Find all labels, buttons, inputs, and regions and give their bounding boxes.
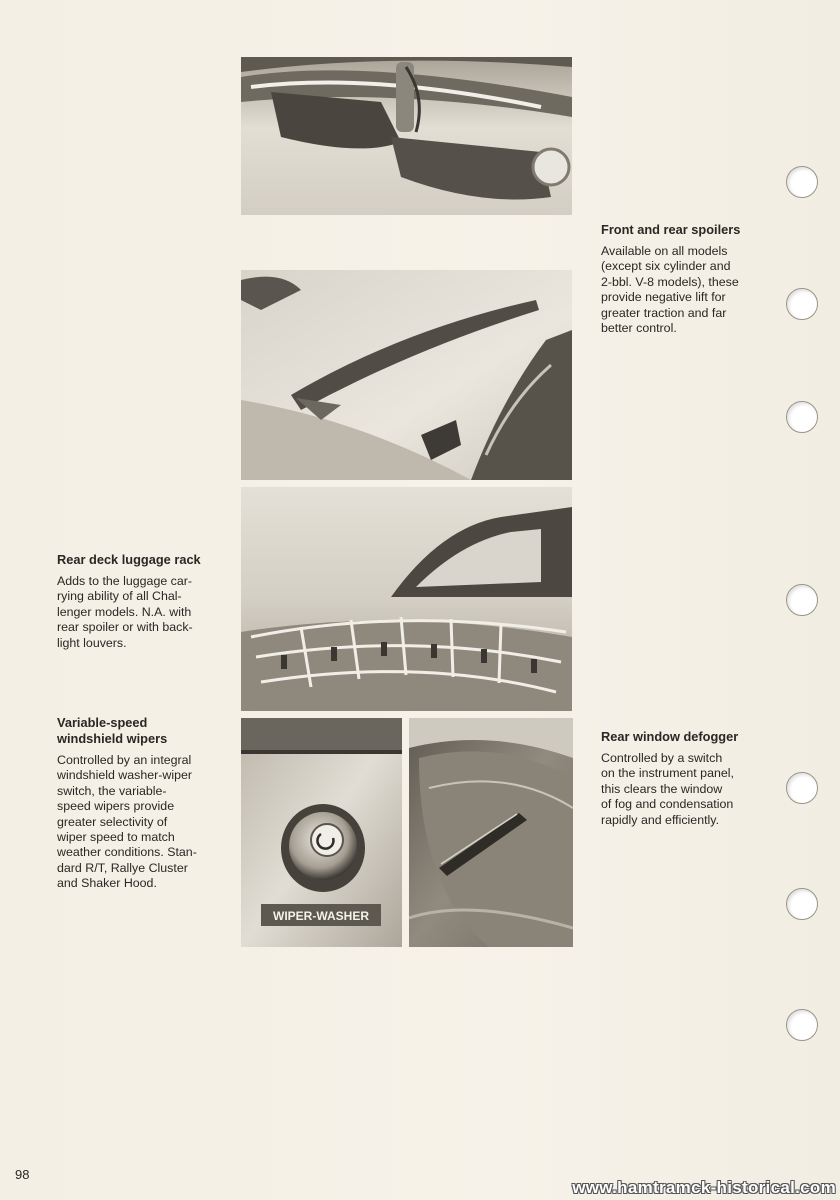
caption-line: weather conditions. Stan-	[57, 845, 197, 860]
caption-line: switch, the variable-	[57, 783, 167, 798]
caption-line: Available on all models	[601, 244, 728, 258]
luggage-rack-heading: Rear deck luggage rack	[57, 552, 201, 567]
luggage-rack-caption	[57, 552, 227, 651]
page-number: 98	[15, 1167, 30, 1182]
binder-hole	[786, 166, 818, 198]
caption-line: speed wipers provide	[57, 799, 175, 814]
binder-hole	[786, 772, 818, 804]
caption-line: greater traction and far	[601, 305, 727, 320]
caption-line: 2-bbl. V-8 models), these	[601, 274, 739, 289]
luggage-rack-photo	[241, 487, 572, 711]
binder-hole	[786, 288, 818, 320]
defogger-photo	[409, 718, 573, 947]
caption-line: rapidly and efficiently.	[601, 812, 720, 827]
heading-line: windshield wipers	[57, 731, 168, 746]
caption-line: provide negative lift for	[601, 290, 726, 305]
spoilers-caption	[601, 222, 771, 336]
caption-line: Adds to the luggage car-	[57, 574, 193, 588]
caption-line: dard R/T, Rallye Cluster	[57, 860, 188, 875]
wiper-switch-photo	[241, 718, 402, 947]
caption-line: light louvers.	[57, 635, 127, 650]
caption-line: Controlled by an integral	[57, 753, 192, 767]
binder-hole	[786, 1009, 818, 1041]
caption-line: this clears the window	[601, 781, 723, 796]
wipers-heading	[57, 715, 227, 747]
defogger-caption	[601, 729, 771, 828]
binder-hole	[786, 584, 818, 616]
binder-hole	[786, 888, 818, 920]
caption-line: windshield washer-wiper	[57, 768, 192, 783]
caption-line: lenger models. N.A. with	[57, 604, 192, 619]
caption-line: rying ability of all Chal-	[57, 589, 182, 604]
binder-hole	[786, 401, 818, 433]
wipers-caption	[57, 715, 227, 892]
watermark-url: www.hamtramck-historical.com	[572, 1178, 836, 1197]
caption-line: on the instrument panel,	[601, 766, 734, 781]
caption-line: wiper speed to match	[57, 830, 175, 845]
defogger-heading: Rear window defogger	[601, 729, 739, 744]
caption-line: better control.	[601, 321, 677, 336]
rear-spoiler-photo	[241, 270, 572, 480]
caption-line: Controlled by a switch	[601, 751, 723, 765]
caption-line: (except six cylinder and	[601, 259, 731, 274]
caption-line: and Shaker Hood.	[57, 876, 157, 891]
caption-line: of fog and condensation	[601, 797, 734, 812]
caption-line: rear spoiler or with back-	[57, 620, 193, 635]
heading-line: Variable-speed	[57, 715, 148, 730]
spoilers-heading: Front and rear spoilers	[601, 222, 741, 237]
front-spoiler-photo	[241, 57, 572, 215]
caption-line: greater selectivity of	[57, 814, 168, 829]
wiper-washer-label: WIPER-WASHER	[273, 909, 369, 923]
